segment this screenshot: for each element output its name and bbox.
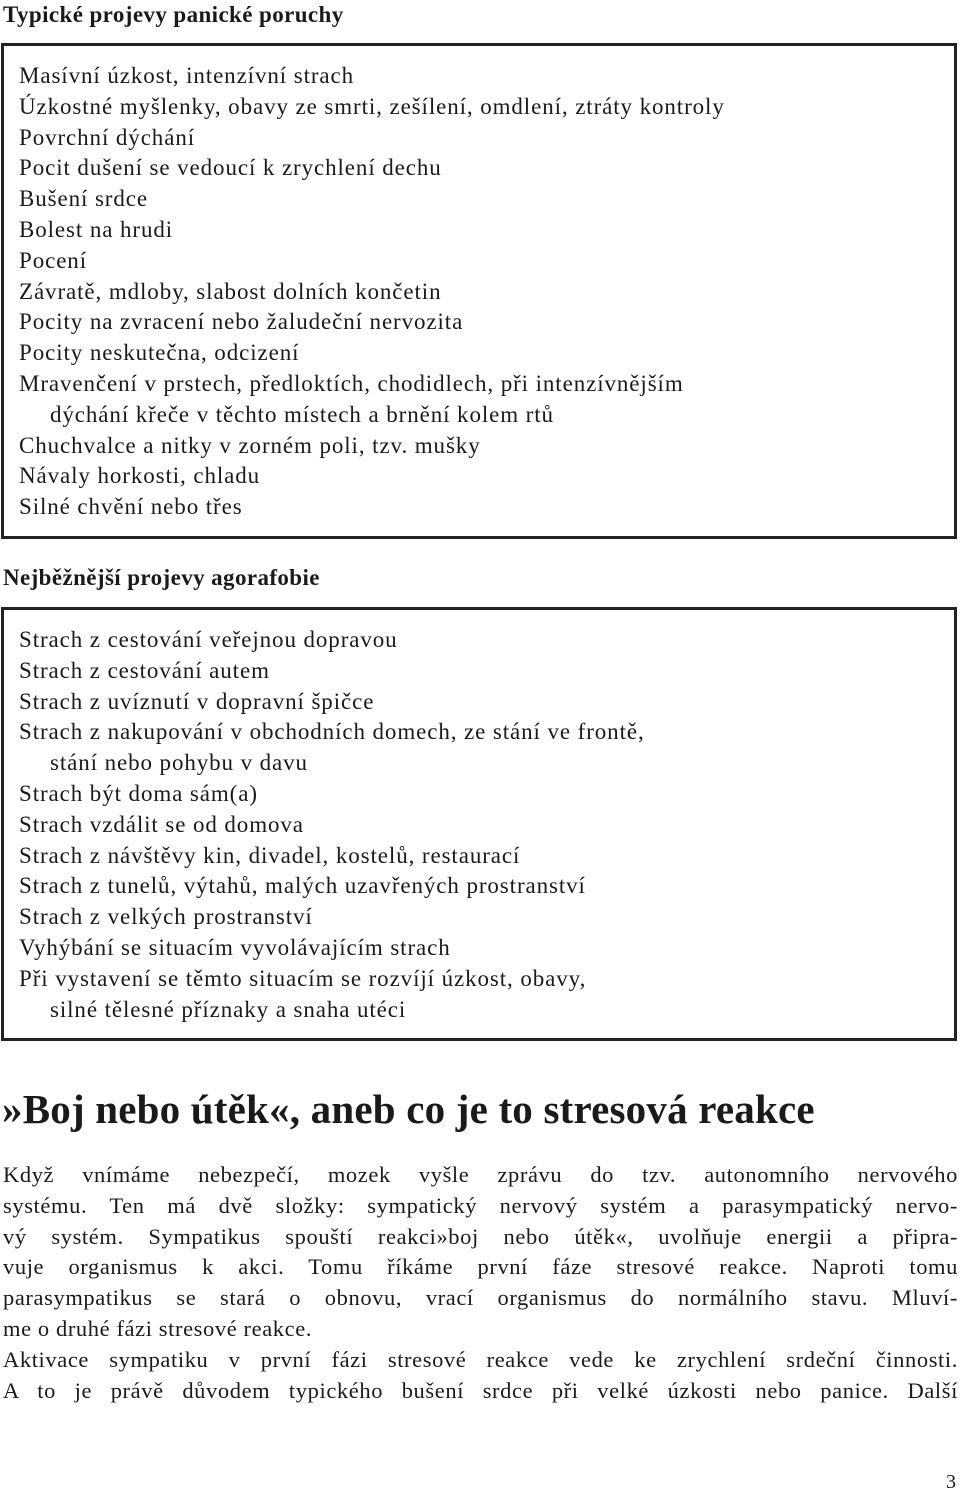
symptom-text: Bušení srdce bbox=[19, 186, 148, 212]
symptom-text: Pocit dušení se vedoucí k zrychlení dechu bbox=[19, 155, 442, 181]
symptom-text: Úzkostné myšlenky, obavy ze smrti, zešílení, omdlení, ztráty kontroly bbox=[19, 93, 725, 119]
symptom-item bbox=[19, 625, 954, 656]
symptom-text: Při vystavení se těmto situacím se rozvíjí úzkost, obavy, bbox=[19, 965, 587, 991]
symptom-item bbox=[19, 92, 954, 123]
paragraph-line: me o druhé fázi stresové reakce. bbox=[3, 1315, 313, 1341]
symptom-item bbox=[19, 277, 954, 308]
symptom-item bbox=[19, 902, 954, 933]
stress-paragraph-2 bbox=[3, 1345, 958, 1407]
symptom-text: Masívní úzkost, intenzívní strach bbox=[19, 63, 355, 88]
symptom-text: Strach z cestování autem bbox=[19, 657, 270, 683]
symptom-text: Vyhýbání se situacím vyvolávajícím strach bbox=[19, 934, 451, 960]
symptom-text: Návaly horkosti, chladu bbox=[19, 463, 261, 489]
symptom-item bbox=[19, 153, 954, 184]
symptom-text: Strach vzdálit se od domova bbox=[19, 811, 304, 837]
symptom-item bbox=[19, 461, 954, 492]
paragraph-line: Když vnímáme nebezpečí, mozek vyšle zprávu do tzv. autonomního nervového bbox=[3, 1162, 958, 1187]
symptom-text: Pocity neskutečna, odcizení bbox=[19, 340, 300, 366]
symptom-text: Strach z nakupování v obchodních domech, ze stání ve frontě, bbox=[19, 719, 645, 745]
stress-section-title: »Boj nebo útěk«, aneb co je to stresová reakce bbox=[2, 1086, 815, 1132]
symptom-text: Pocity na zvracení nebo žaludeční nervozita bbox=[19, 309, 464, 335]
symptom-item bbox=[19, 871, 954, 902]
symptom-item bbox=[19, 656, 954, 687]
symptom-item bbox=[19, 964, 954, 1026]
symptom-text: Pocení bbox=[19, 247, 87, 273]
paragraph-line: parasympatikus se stará o obnovu, vrací organismus do normálního stavu. Mluví- bbox=[3, 1285, 958, 1311]
symptom-text: Strach z cestování veřejnou dopravou bbox=[19, 627, 398, 652]
symptom-text: Strach z návštěvy kin, divadel, kostelů, restaurací bbox=[19, 842, 521, 868]
symptom-item bbox=[19, 841, 954, 872]
symptom-item bbox=[19, 215, 954, 246]
paragraph-line: systému. Ten má dvě složky: sympatický nervový systém a parasympatický nervo- bbox=[3, 1192, 958, 1218]
symptom-item bbox=[19, 933, 954, 964]
symptom-item bbox=[19, 687, 954, 718]
paragraph-line: vý systém. Sympatikus spouští reakci»boj nebo útěk«, uvolňuje energii a připra- bbox=[3, 1223, 958, 1249]
stress-paragraph-1 bbox=[3, 1160, 958, 1345]
symptom-item bbox=[19, 369, 954, 431]
symptom-item bbox=[19, 246, 954, 277]
symptom-text-continuation: silné tělesné příznaky a snaha utéci bbox=[50, 996, 407, 1022]
symptom-text: Mravenčení v prstech, předloktích, chodidlech, při intenzívnějším bbox=[19, 370, 684, 396]
symptom-item bbox=[19, 184, 954, 215]
symptom-text: Bolest na hrudi bbox=[19, 216, 174, 242]
symptom-item bbox=[19, 431, 954, 462]
symptom-text-continuation: stání nebo pohybu v davu bbox=[50, 750, 308, 776]
paragraph-line: vuje organismus k akci. Tomu říkáme první fáze stresové reakce. Naproti tomu bbox=[3, 1254, 958, 1280]
page-number: 3 bbox=[946, 1471, 956, 1493]
symptom-item bbox=[19, 810, 954, 841]
paragraph-line: A to je právě důvodem typického bušení srdce při velké úzkosti nebo panice. Další bbox=[3, 1377, 958, 1403]
agoraphobia-symptoms-box bbox=[1, 607, 957, 1041]
symptom-text: Strach z uvíznutí v dopravní špičce bbox=[19, 688, 375, 714]
symptom-item bbox=[19, 492, 954, 523]
symptom-text: Strach z velkých prostranství bbox=[19, 904, 313, 930]
symptom-item bbox=[19, 123, 954, 154]
symptom-item bbox=[19, 338, 954, 369]
symptom-text: Chuchvalce a nitky v zorném poli, tzv. mušky bbox=[19, 432, 481, 458]
paragraph-line: Aktivace sympatiku v první fázi stresové reakce vede ke zrychlení srdeční činnosti. bbox=[3, 1347, 958, 1372]
symptom-item bbox=[19, 717, 954, 779]
symptom-item bbox=[19, 779, 954, 810]
agoraphobia-heading: Nejběžnější projevy agorafobie bbox=[3, 565, 320, 590]
panic-symptoms-box bbox=[1, 43, 957, 539]
symptom-text: Povrchní dýchání bbox=[19, 124, 196, 150]
symptom-text: Strach být doma sám(a) bbox=[19, 780, 258, 806]
symptom-item bbox=[19, 61, 954, 92]
symptom-text: Silné chvění nebo třes bbox=[19, 494, 243, 520]
panic-heading: Typické projevy panické poruchy bbox=[3, 2, 344, 27]
symptom-item bbox=[19, 307, 954, 338]
symptom-text: Strach z tunelů, výtahů, malých uzavřených prostranství bbox=[19, 873, 586, 899]
symptom-text: Závratě, mdloby, slabost dolních končetin bbox=[19, 278, 442, 304]
symptom-text-continuation: dýchání křeče v těchto místech a brnění kolem rtů bbox=[50, 401, 554, 427]
